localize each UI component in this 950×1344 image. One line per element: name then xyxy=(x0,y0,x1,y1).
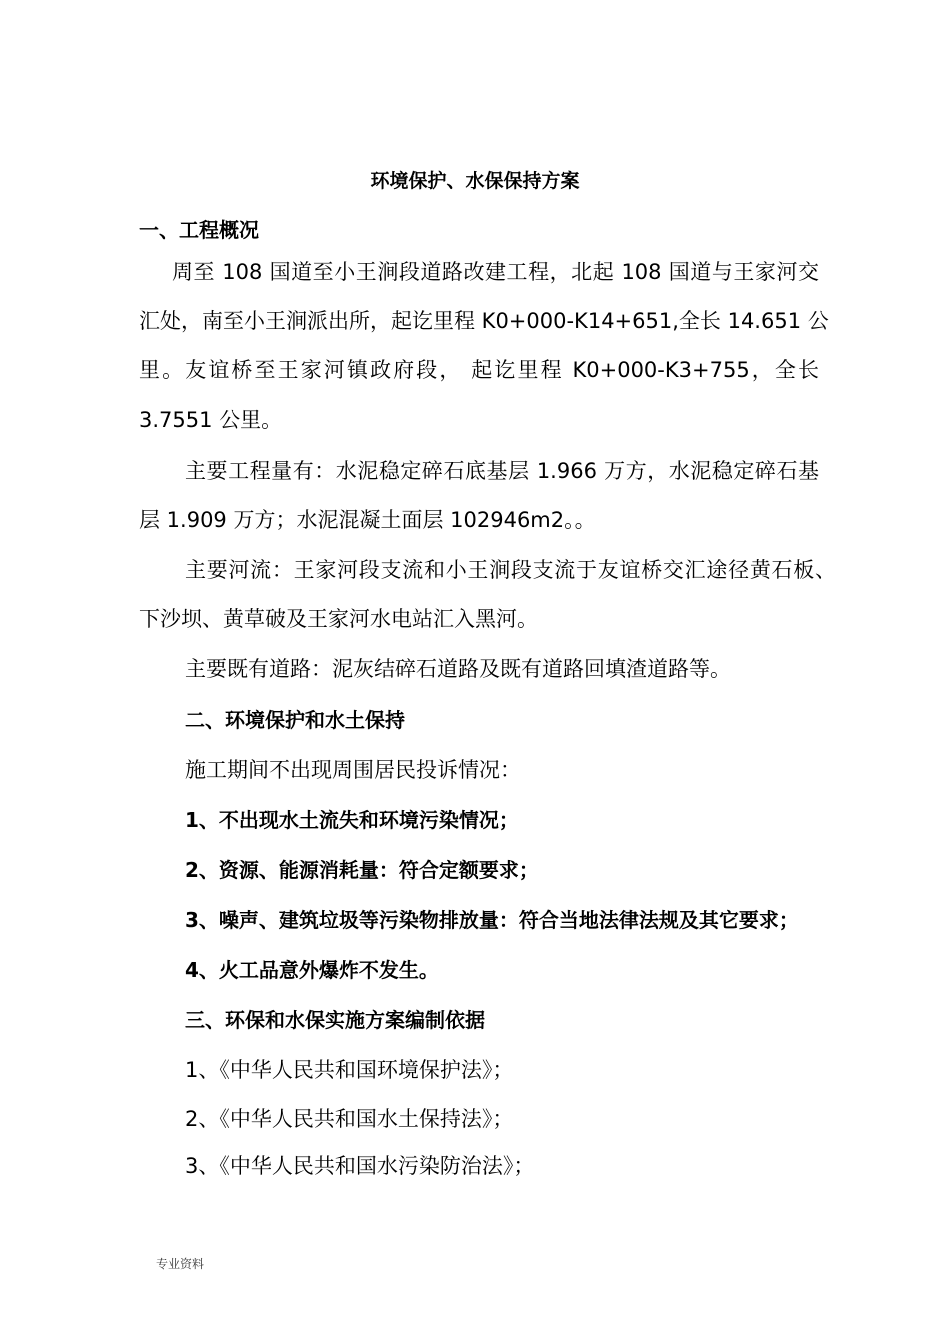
section1-para1-line2: 汇处，南至小王涧派出所，起讫里程 K0+000-K14+651,全长 14.651 公 xyxy=(139,309,829,333)
section1-para2-line1: 主要工程量有：水泥稳定碎石底基层 1.966 万方，水泥稳定碎石基 xyxy=(185,459,819,483)
section2-intro: 施工期间不出现周围居民投诉情况： xyxy=(185,758,521,782)
page-footer-note: 专业资料 xyxy=(156,1257,205,1271)
section3-item-1: 1、《中华人民共和国环境保护法》； xyxy=(185,1058,514,1082)
section2-item-3: 3、噪声、建筑垃圾等污染物排放量：符合当地法律法规及其它要求； xyxy=(185,908,799,932)
section2-item-4: 4、火工品意外爆炸不发生。 xyxy=(185,958,439,982)
section1-para3-line2: 下沙坝、黄草破及王家河水电站汇入黑河。 xyxy=(139,607,538,631)
section1-para4: 主要既有道路：泥灰结碎石道路及既有道路回填渣道路等。 xyxy=(185,657,731,681)
section2-item-2: 2、资源、能源消耗量：符合定额要求； xyxy=(185,858,539,882)
section1-heading: 一、工程概况 xyxy=(139,218,259,242)
section3-item-3: 3、《中华人民共和国水污染防治法》； xyxy=(185,1154,535,1178)
section2-item-1: 1、不出现水土流失和环境污染情况； xyxy=(185,808,519,832)
section3-item-2: 2、《中华人民共和国水土保持法》； xyxy=(185,1107,514,1131)
section1-para2-line2: 层 1.909 万方；水泥混凝土面层 102946m2。。 xyxy=(139,508,596,532)
document-title: 环境保护、水保保持方案 xyxy=(370,170,580,192)
section1-para1-line1: 周至 108 国道至小王涧段道路改建工程，北起 108 国道与王家河交 xyxy=(172,260,819,284)
section3-heading: 三、环保和水保实施方案编制依据 xyxy=(185,1008,485,1032)
section1-para3-line1: 主要河流：王家河段支流和小王涧段支流于友谊桥交汇途径黄石板、 xyxy=(185,558,836,582)
section1-para1-line3: 里。友谊桥至王家河镇政府段， 起讫里程 K0+000-K3+755，全长 xyxy=(139,358,819,382)
section2-heading: 二、环境保护和水土保持 xyxy=(185,708,405,732)
section1-para1-line4: 3.7551 公里。 xyxy=(139,408,283,432)
